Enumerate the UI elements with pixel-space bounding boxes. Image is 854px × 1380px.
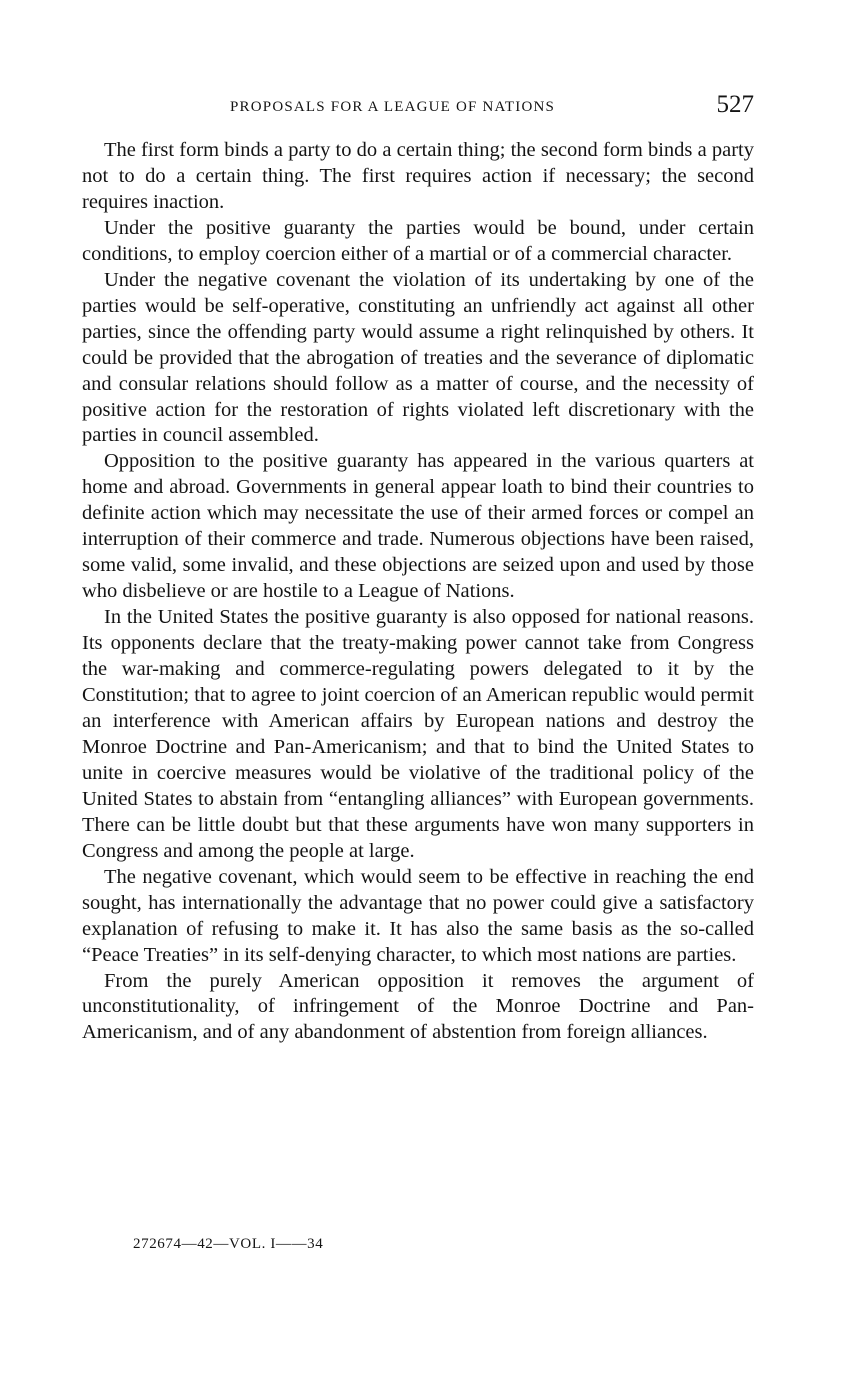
paragraph-forms-of-guaranty: The first form binds a party to do a certain thing; the second form binds a party not to do a certain thing. The first requires action if necessary; the second requires inaction. xyxy=(82,139,754,213)
page-number: 527 xyxy=(716,91,754,118)
paragraph-united-states: In the United States the positive guaranty is also opposed for national reasons. Its opponents declare that the treaty-making power cannot take from Congress the war-making and commerce-regulating powers delegated to it by the Constitution; that to agree to joint coercion of an American republic would permit an interference with American affairs by European nations and destroy the Monroe Doctrine and Pan-Americanism; and that to bind the United States to unite in coercive measures would be violative of the traditional policy of the United States to abstain from “entangling alliances” with European governments. There can be little doubt but that these arguments have won many supporters in Congress and among the people at large. xyxy=(82,606,754,862)
paragraph-opposition: Opposition to the positive guaranty has appeared in the various quarters at home and abroad. Governments in general appear loath to bind their countries to definite action which may necessitate the use of their armed forces or compel an interruption of their commerce and trade. Numerous objections have been raised, some valid, some invalid, and these objections are seized upon and used by those who disbelieve or are hostile to a League of Nations. xyxy=(82,450,754,603)
running-header xyxy=(82,91,754,123)
running-title: PROPOSALS FOR A LEAGUE OF NATIONS xyxy=(230,99,556,115)
paragraph-positive-guaranty: Under the positive guaranty the parties would be bound, under certain conditions, to employ coercion either of a martial or of a commercial character. xyxy=(82,216,754,265)
paragraph-negative-covenant-advantage: The negative covenant, which would seem to be effective in reaching the end sought, has internationally the advantage that no power could give a satisfactory explanation of refusing to make it. It has also the same basis as the so-called “Peace Treaties” in its self-denying character, to which most nations are parties. xyxy=(82,865,754,966)
footer-print-code: 272674—42—VOL. I——34 xyxy=(133,1236,324,1252)
body-text xyxy=(82,138,754,1046)
paragraph-negative-covenant: Under the negative covenant the violation of its undertaking by one of the parties would be self-operative, constituting an unfriendly act against all other parties, since the offending party would assume a right relinquished by others. It could be provided that the abrogation of treaties and the severance of diplomatic and consular relations should follow as a matter of course, and the necessity of positive action for the restoration of rights violated left discretionary with the parties in council assembled. xyxy=(82,268,754,447)
paragraph-american-opposition: From the purely American opposition it removes the argument of unconstitutionality, of infringement of the Monroe Doctrine and Pan-Americanism, and of any abandonment of abstention from foreign alliances. xyxy=(82,969,754,1044)
